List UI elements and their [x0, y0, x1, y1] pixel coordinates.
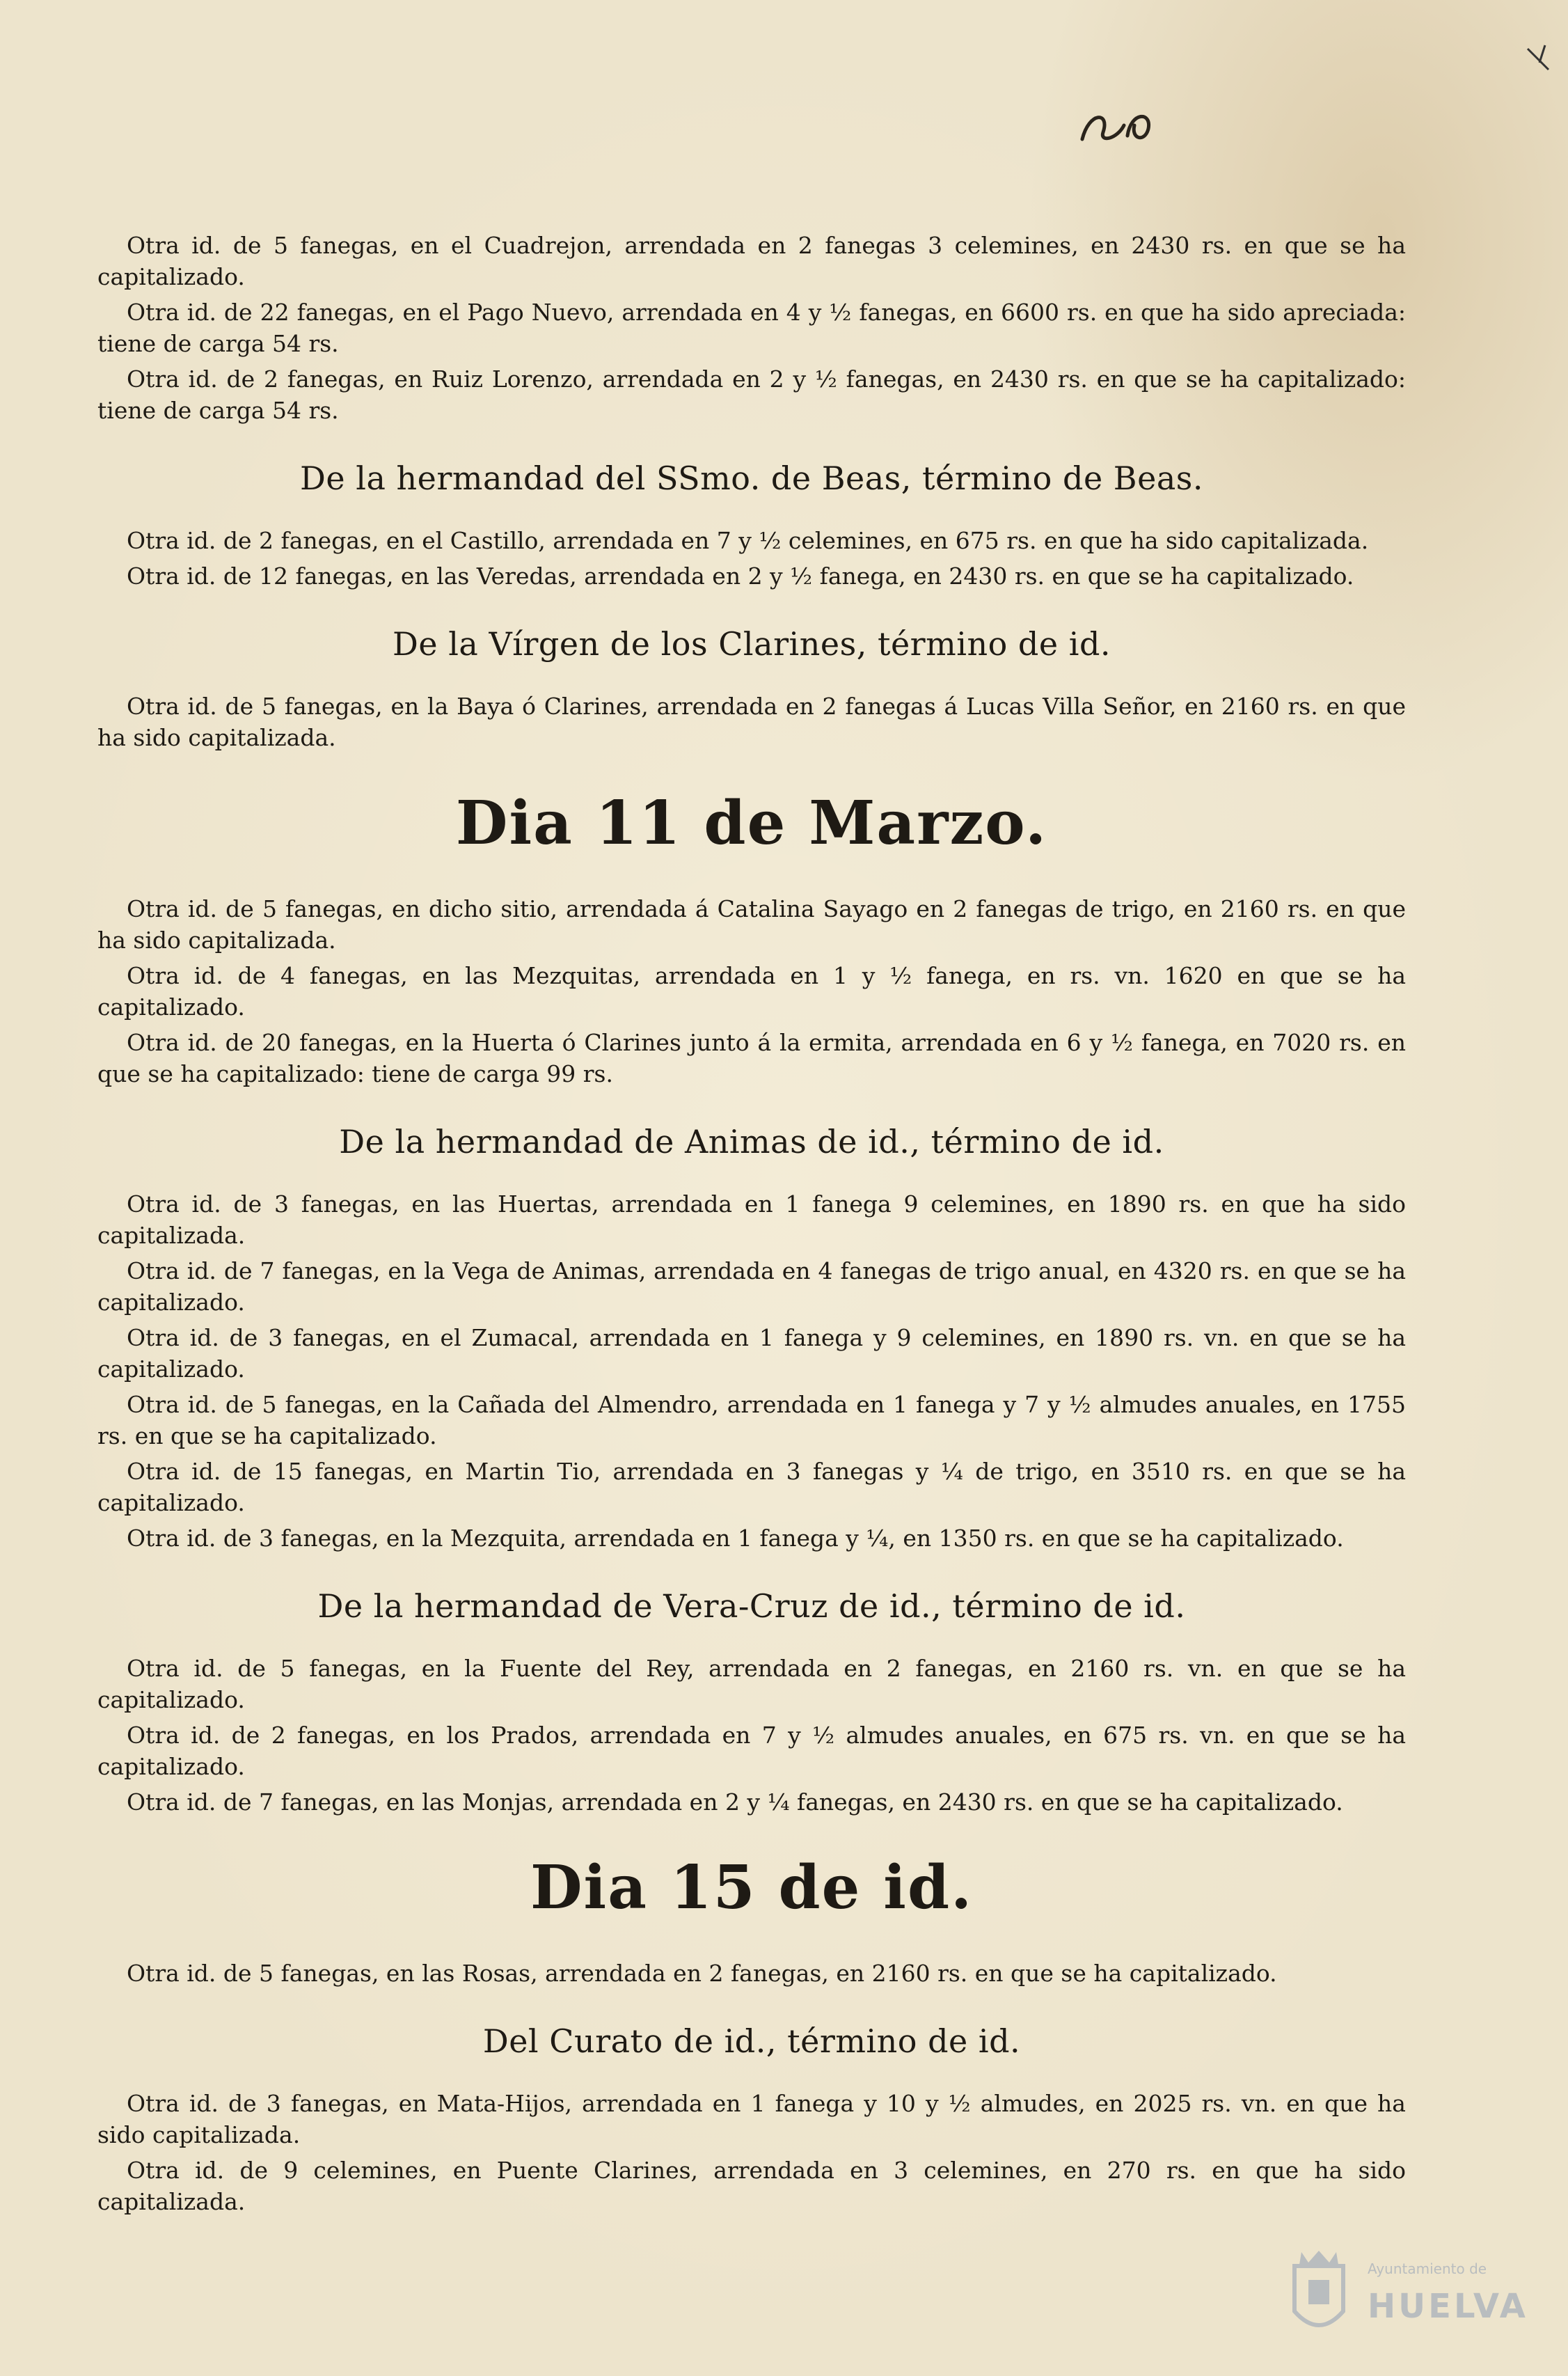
- section-title-beas: De la hermandad del SSmo. de Beas, término de Beas.: [300, 459, 1203, 497]
- entry: Otra id. de 20 fanegas, en la Huerta ó Clarines junto á la ermita, arrendada en 6 y ½ fanega, en 7020 rs. en que se ha capitalizado: tiene de carga 99 rs.: [97, 1029, 1406, 1087]
- entry: Otra id. de 3 fanegas, en Mata-Hijos, arrendada en 1 fanega y 10 y ½ almudes, en 2025 rs. vn. en que ha sido capitalizada.: [97, 2090, 1406, 2148]
- entries-top: [97, 230, 1406, 426]
- corner-pen-mark: [1524, 42, 1552, 77]
- entry: Otra id. de 5 fanegas, en la Cañada del Almendro, arrendada en 1 fanega y 7 y ½ almudes anuales, en 1755 rs. en que se ha capitalizado.: [97, 1391, 1406, 1449]
- entry: Otra id. de 2 fanegas, en los Prados, arrendada en 7 y ½ almudes anuales, en 675 rs. vn. en que se ha capitalizado.: [97, 1722, 1406, 1780]
- entry: Otra id. de 5 fanegas, en la Fuente del Rey, arrendada en 2 fanegas, en 2160 rs. vn. en que se ha capitalizado.: [97, 1655, 1406, 1713]
- entry: Otra id. de 5 fanegas, en las Rosas, arrendada en 2 fanegas, en 2160 rs. en que se ha capitalizado.: [127, 1960, 1277, 1987]
- entry: Otra id. de 2 fanegas, en Ruiz Lorenzo, arrendada en 2 y ½ fanegas, en 2430 rs. en que se ha capitalizado: tiene de carga 54 rs.: [97, 365, 1406, 424]
- watermark-line2: HUELVA: [1368, 2287, 1528, 2326]
- coat-of-arms-icon: [1284, 2245, 1354, 2343]
- watermark-stamp: [1284, 2245, 1528, 2350]
- entry: Otra id. de 7 fanegas, en la Vega de Animas, arrendada en 4 fanegas de trigo anual, en 4320 rs. en que se ha capitalizado.: [97, 1257, 1406, 1316]
- entry: Otra id. de 3 fanegas, en el Zumacal, arrendada en 1 fanega y 9 celemines, en 1890 rs. vn. en que se ha capitalizado.: [97, 1324, 1406, 1383]
- entry: Otra id. de 3 fanegas, en la Mezquita, arrendada en 1 fanega y ¼, en 1350 rs. en que se ha capitalizado.: [127, 1525, 1344, 1552]
- entry: Otra id. de 22 fanegas, en el Pago Nuevo, arrendada en 4 y ½ fanegas, en 6600 rs. en que ha sido apreciada: tiene de carga 54 rs.: [97, 299, 1406, 357]
- watermark-line1: Ayuntamiento de: [1368, 2260, 1487, 2277]
- day-heading-11-marzo: Dia 11 de Marzo.: [455, 788, 1048, 858]
- entry: Otra id. de 5 fanegas, en el Cuadrejon, arrendada en 2 fanegas 3 celemines, en 2430 rs. en que se ha capitalizado.: [97, 232, 1406, 290]
- entry: Otra id. de 5 fanegas, en dicho sitio, arrendada á Catalina Sayago en 2 fanegas de trigo, en 2160 rs. en que ha sido capitalizada.: [97, 895, 1406, 954]
- section-title-curato: Del Curato de id., término de id.: [482, 2022, 1021, 2060]
- entry: Otra id. de 5 fanegas, en la Baya ó Clarines, arrendada en 2 fanegas á Lucas Villa Señor, en 2160 rs. en que ha sido capitalizada.: [97, 693, 1406, 751]
- section-title-vera-cruz: De la hermandad de Vera-Cruz de id., término de id.: [317, 1587, 1186, 1625]
- section-title-clarines: De la Vírgen de los Clarines, término de id.: [392, 625, 1111, 663]
- entry: Otra id. de 4 fanegas, en las Mezquitas, arrendada en 1 y ½ fanega, en rs. vn. 1620 en que se ha capitalizado.: [97, 962, 1406, 1021]
- entry: Otra id. de 15 fanegas, en Martin Tio, arrendada en 3 fanegas y ¼ de trigo, en 3510 rs. en que se ha capitalizado.: [97, 1458, 1406, 1516]
- section-title-animas: De la hermandad de Animas de id., término de id.: [339, 1123, 1164, 1161]
- handwritten-page-number: [1075, 97, 1166, 153]
- document-body: [97, 230, 1406, 2221]
- entry: Otra id. de 3 fanegas, en las Huertas, arrendada en 1 fanega 9 celemines, en 1890 rs. en que ha sido capitalizada.: [97, 1190, 1406, 1249]
- entry: Otra id. de 7 fanegas, en las Monjas, arrendada en 2 y ¼ fanegas, en 2430 rs. en que se ha capitalizado.: [127, 1788, 1343, 1816]
- day-heading-15: Dia 15 de id.: [530, 1852, 974, 1923]
- entry: Otra id. de 12 fanegas, en las Veredas, arrendada en 2 y ½ fanega, en 2430 rs. en que se ha capitalizado.: [127, 562, 1354, 590]
- entry: Otra id. de 2 fanegas, en el Castillo, arrendada en 7 y ½ celemines, en 675 rs. en que ha sido capitalizada.: [127, 527, 1369, 554]
- entry: Otra id. de 9 celemines, en Puente Clarines, arrendada en 3 celemines, en 270 rs. en que ha sido capitalizada.: [97, 2157, 1406, 2215]
